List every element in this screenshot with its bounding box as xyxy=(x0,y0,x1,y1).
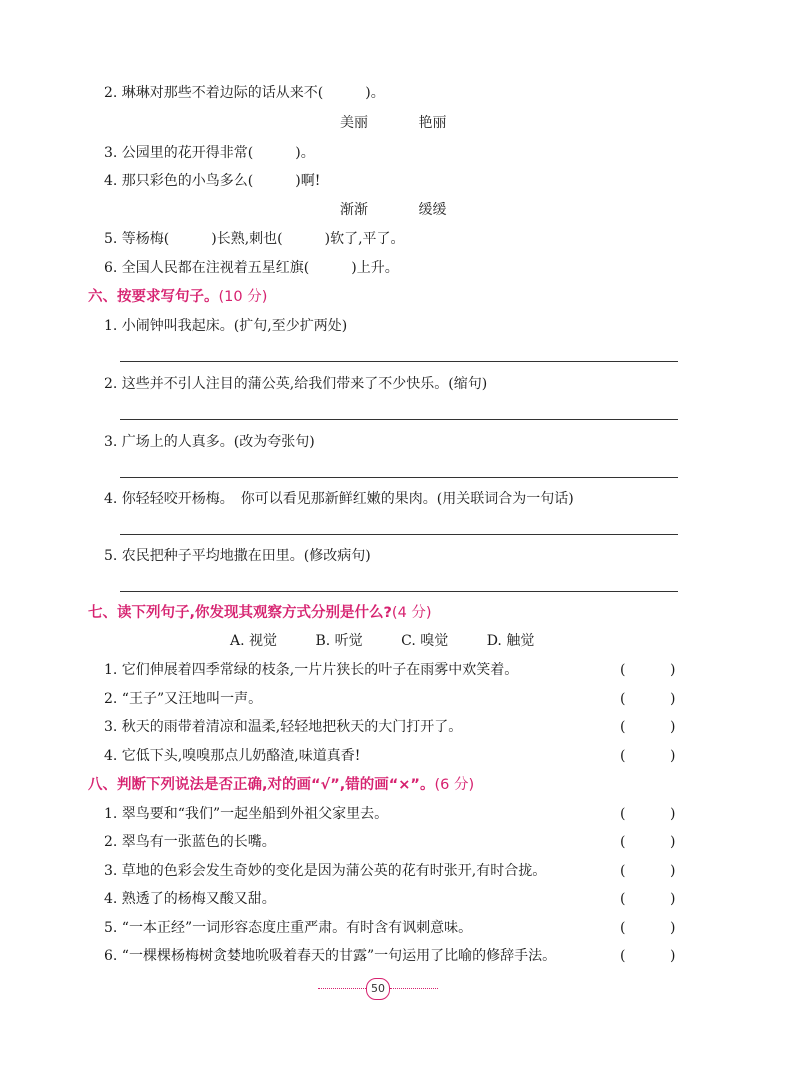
answer-paren-left[interactable]: ( xyxy=(620,806,626,822)
page-number: 50 xyxy=(366,978,390,1000)
word-option: 美丽 xyxy=(340,115,368,131)
sec5-q5: 5. 等杨梅( )长熟,刺也( )软了,平了。 xyxy=(104,231,405,247)
word-option: 缓缓 xyxy=(418,202,447,218)
section-score: (10 分) xyxy=(218,289,268,305)
sec8-item-1: 1. 翠鸟要和“我们”一起坐船到外祖父家里去。 xyxy=(104,806,389,822)
answer-paren-right[interactable]: ) xyxy=(670,948,676,964)
answer-paren-left[interactable]: ( xyxy=(620,719,626,735)
sec5-q6: 6. 全国人民都在注视着五星红旗( )上升。 xyxy=(104,260,399,276)
answer-paren-left[interactable]: ( xyxy=(620,748,626,764)
answer-paren-right[interactable]: ) xyxy=(670,691,676,707)
observation-options xyxy=(230,631,534,651)
answer-paren-left[interactable]: ( xyxy=(620,834,626,850)
answer-line[interactable] xyxy=(120,419,678,420)
sec8-item-6: 6. “一棵棵杨梅树贪婪地吮吸着春天的甘露”一句运用了比喻的修辞手法。 xyxy=(104,948,557,964)
sec8-item-4: 4. 熟透了的杨梅又酸又甜。 xyxy=(104,891,276,907)
option-a: A. 视觉 xyxy=(230,633,278,649)
answer-paren-left[interactable]: ( xyxy=(620,891,626,907)
divider xyxy=(318,988,366,989)
answer-paren-right[interactable]: ) xyxy=(670,662,676,678)
page-number-footer xyxy=(318,978,478,1000)
section-title-text: 七、读下列句子,你发现其观察方式分别是什么? xyxy=(88,605,392,621)
sec7-item-2: 2. “王子”又汪地叫一声。 xyxy=(104,691,263,707)
answer-paren-left[interactable]: ( xyxy=(620,662,626,678)
sec8-item-3: 3. 草地的色彩会发生奇妙的变化是因为蒲公英的花有时张开,有时合拢。 xyxy=(104,863,547,879)
answer-paren-right[interactable]: ) xyxy=(670,806,676,822)
section-title-text: 六、按要求写句子。 xyxy=(88,289,219,305)
option-c: C. 嗅觉 xyxy=(401,633,449,649)
sec7-item-1: 1. 它们伸展着四季常绿的枝条,一片片狭长的叶子在雨雾中欢笑着。 xyxy=(104,662,519,678)
sec6-item-5: 5. 农民把种子平均地撒在田里。(修改病句) xyxy=(104,548,371,564)
answer-line[interactable] xyxy=(120,591,678,592)
answer-paren-right[interactable]: ) xyxy=(670,863,676,879)
sec5-q4: 4. 那只彩色的小鸟多么( )啊! xyxy=(104,173,321,189)
answer-paren-right[interactable]: ) xyxy=(670,920,676,936)
section-8-title xyxy=(88,775,474,795)
sec6-item-2: 2. 这些并不引人注目的蒲公英,给我们带来了不少快乐。(缩句) xyxy=(104,376,488,392)
sec6-item-3: 3. 广场上的人真多。(改为夸张句) xyxy=(104,434,315,450)
answer-line[interactable] xyxy=(120,361,678,362)
sec5-q3: 3. 公园里的花开得非常( )。 xyxy=(104,145,315,161)
word-pair-2 xyxy=(340,113,446,133)
section-title-text: 八、判断下列说法是否正确,对的画“√”,错的画“×”。 xyxy=(88,777,435,793)
word-option: 艳丽 xyxy=(418,115,447,131)
sec7-item-3: 3. 秋天的雨带着清凉和温柔,轻轻地把秋天的大门打开了。 xyxy=(104,719,463,735)
section-7-title xyxy=(88,603,432,623)
answer-paren-right[interactable]: ) xyxy=(670,719,676,735)
section-score: (6 分) xyxy=(434,777,475,793)
sec8-item-2: 2. 翠鸟有一张蓝色的长嘴。 xyxy=(104,834,276,850)
option-b: B. 听觉 xyxy=(315,633,363,649)
word-pair-3 xyxy=(340,200,446,220)
answer-paren-right[interactable]: ) xyxy=(670,891,676,907)
answer-line[interactable] xyxy=(120,477,678,478)
answer-line[interactable] xyxy=(120,534,678,535)
answer-paren-left[interactable]: ( xyxy=(620,920,626,936)
answer-paren-right[interactable]: ) xyxy=(670,834,676,850)
sec6-item-4: 4. 你轻轻咬开杨梅。 你可以看见那新鲜红嫩的果肉。(用关联词合为一句话) xyxy=(104,491,574,507)
sec5-q2: 2. 琳琳对那些不着边际的话从来不( )。 xyxy=(104,85,385,101)
answer-paren-left[interactable]: ( xyxy=(620,691,626,707)
answer-paren-left[interactable]: ( xyxy=(620,948,626,964)
answer-paren-right[interactable]: ) xyxy=(670,748,676,764)
answer-paren-left[interactable]: ( xyxy=(620,863,626,879)
sec7-item-4: 4. 它低下头,嗅嗅那点儿奶酪渣,味道真香! xyxy=(104,748,361,764)
sec6-item-1: 1. 小闹钟叫我起床。(扩句,至少扩两处) xyxy=(104,318,348,334)
word-option: 渐渐 xyxy=(340,202,368,218)
sec8-item-5: 5. “一本正经”一词形容态度庄重严肃。有时含有讽刺意味。 xyxy=(104,920,473,936)
section-6-title xyxy=(88,287,267,307)
divider xyxy=(390,988,438,989)
option-d: D. 触觉 xyxy=(486,633,535,649)
section-score: (4 分) xyxy=(391,605,432,621)
